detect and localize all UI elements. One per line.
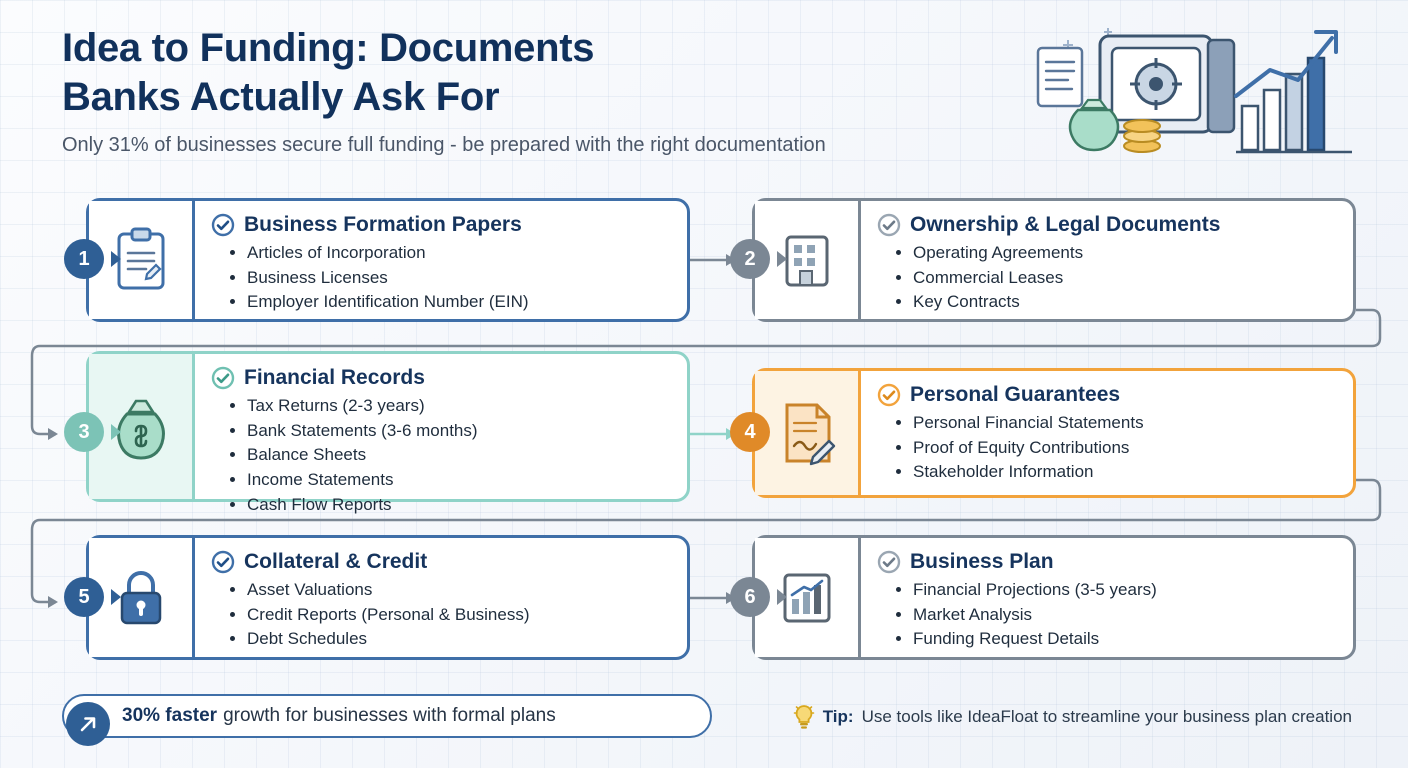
stat-highlight: 30% faster [122,705,218,726]
list-item: • Business Licenses [247,266,673,291]
list-item: • Employer Identification Number (EIN) [247,290,673,315]
list-item: • Articles of Incorporation [247,241,673,266]
header [62,24,1022,157]
list-item: • Operating Agreements [913,241,1339,266]
step-1-title: Business Formation Papers [244,213,522,237]
list-item: • Asset Valuations [247,578,673,603]
hero-illustration-safe-and-growth-chart [1030,18,1360,163]
list-item: • Personal Financial Statements [913,411,1339,436]
step-6-arrow-icon [777,589,787,605]
tip-text: Use tools like IdeaFloat to streamline your business plan creation [861,707,1352,726]
step-4-title: Personal Guarantees [910,383,1121,407]
list-item: • Key Contracts [913,290,1339,315]
stat-pill [62,694,712,738]
step-5-number-badge: 5 [64,577,104,617]
step-6-title: Business Plan [910,550,1054,574]
step-3-arrow-icon [111,424,121,440]
title-line-1: Idea to Funding: Documents [62,26,595,70]
trend-up-arrow-icon [76,712,100,736]
page-title [62,24,1022,122]
step-2-number-badge: 2 [730,239,770,279]
list-item: • Market Analysis [913,603,1339,628]
step-5-arrow-icon [111,589,121,605]
tip-label: Tip: [822,707,854,726]
list-item: • Tax Returns (2-3 years) [247,394,673,419]
list-item: • Income Statements [247,468,673,493]
list-item: • Funding Request Details [913,627,1339,652]
list-item: • Financial Projections (3-5 years) [913,578,1339,603]
page-subtitle: Only 31% of businesses secure full funding - be prepared with the right documentation [62,133,826,156]
list-item: • Balance Sheets [247,443,673,468]
list-item: • Credit Reports (Personal & Business) [247,603,673,628]
step-1-arrow-icon [111,251,121,267]
step-2-arrow-icon [777,251,787,267]
growth-arrow-badge [66,702,110,746]
flow-connectors [0,180,1408,700]
step-6-number-badge: 6 [730,577,770,617]
lightbulb-icon [793,704,815,730]
step-3-title: Financial Records [244,366,425,390]
step-5-title: Collateral & Credit [244,550,428,574]
list-item: • Debt Schedules [247,627,673,652]
tip-row [793,704,1352,730]
step-1-number-badge: 1 [64,239,104,279]
list-item: • Cash Flow Reports [247,493,673,518]
list-item: • Bank Statements (3-6 months) [247,419,673,444]
list-item: • Stakeholder Information [913,460,1339,485]
list-item: • Proof of Equity Contributions [913,436,1339,461]
step-2-title: Ownership & Legal Documents [910,213,1221,237]
list-item: • Commercial Leases [913,266,1339,291]
stat-text: growth for businesses with formal plans [223,705,556,726]
step-4-number-badge: 4 [730,412,770,452]
step-3-number-badge: 3 [64,412,104,452]
title-line-2: Banks Actually Ask For [62,74,500,119]
